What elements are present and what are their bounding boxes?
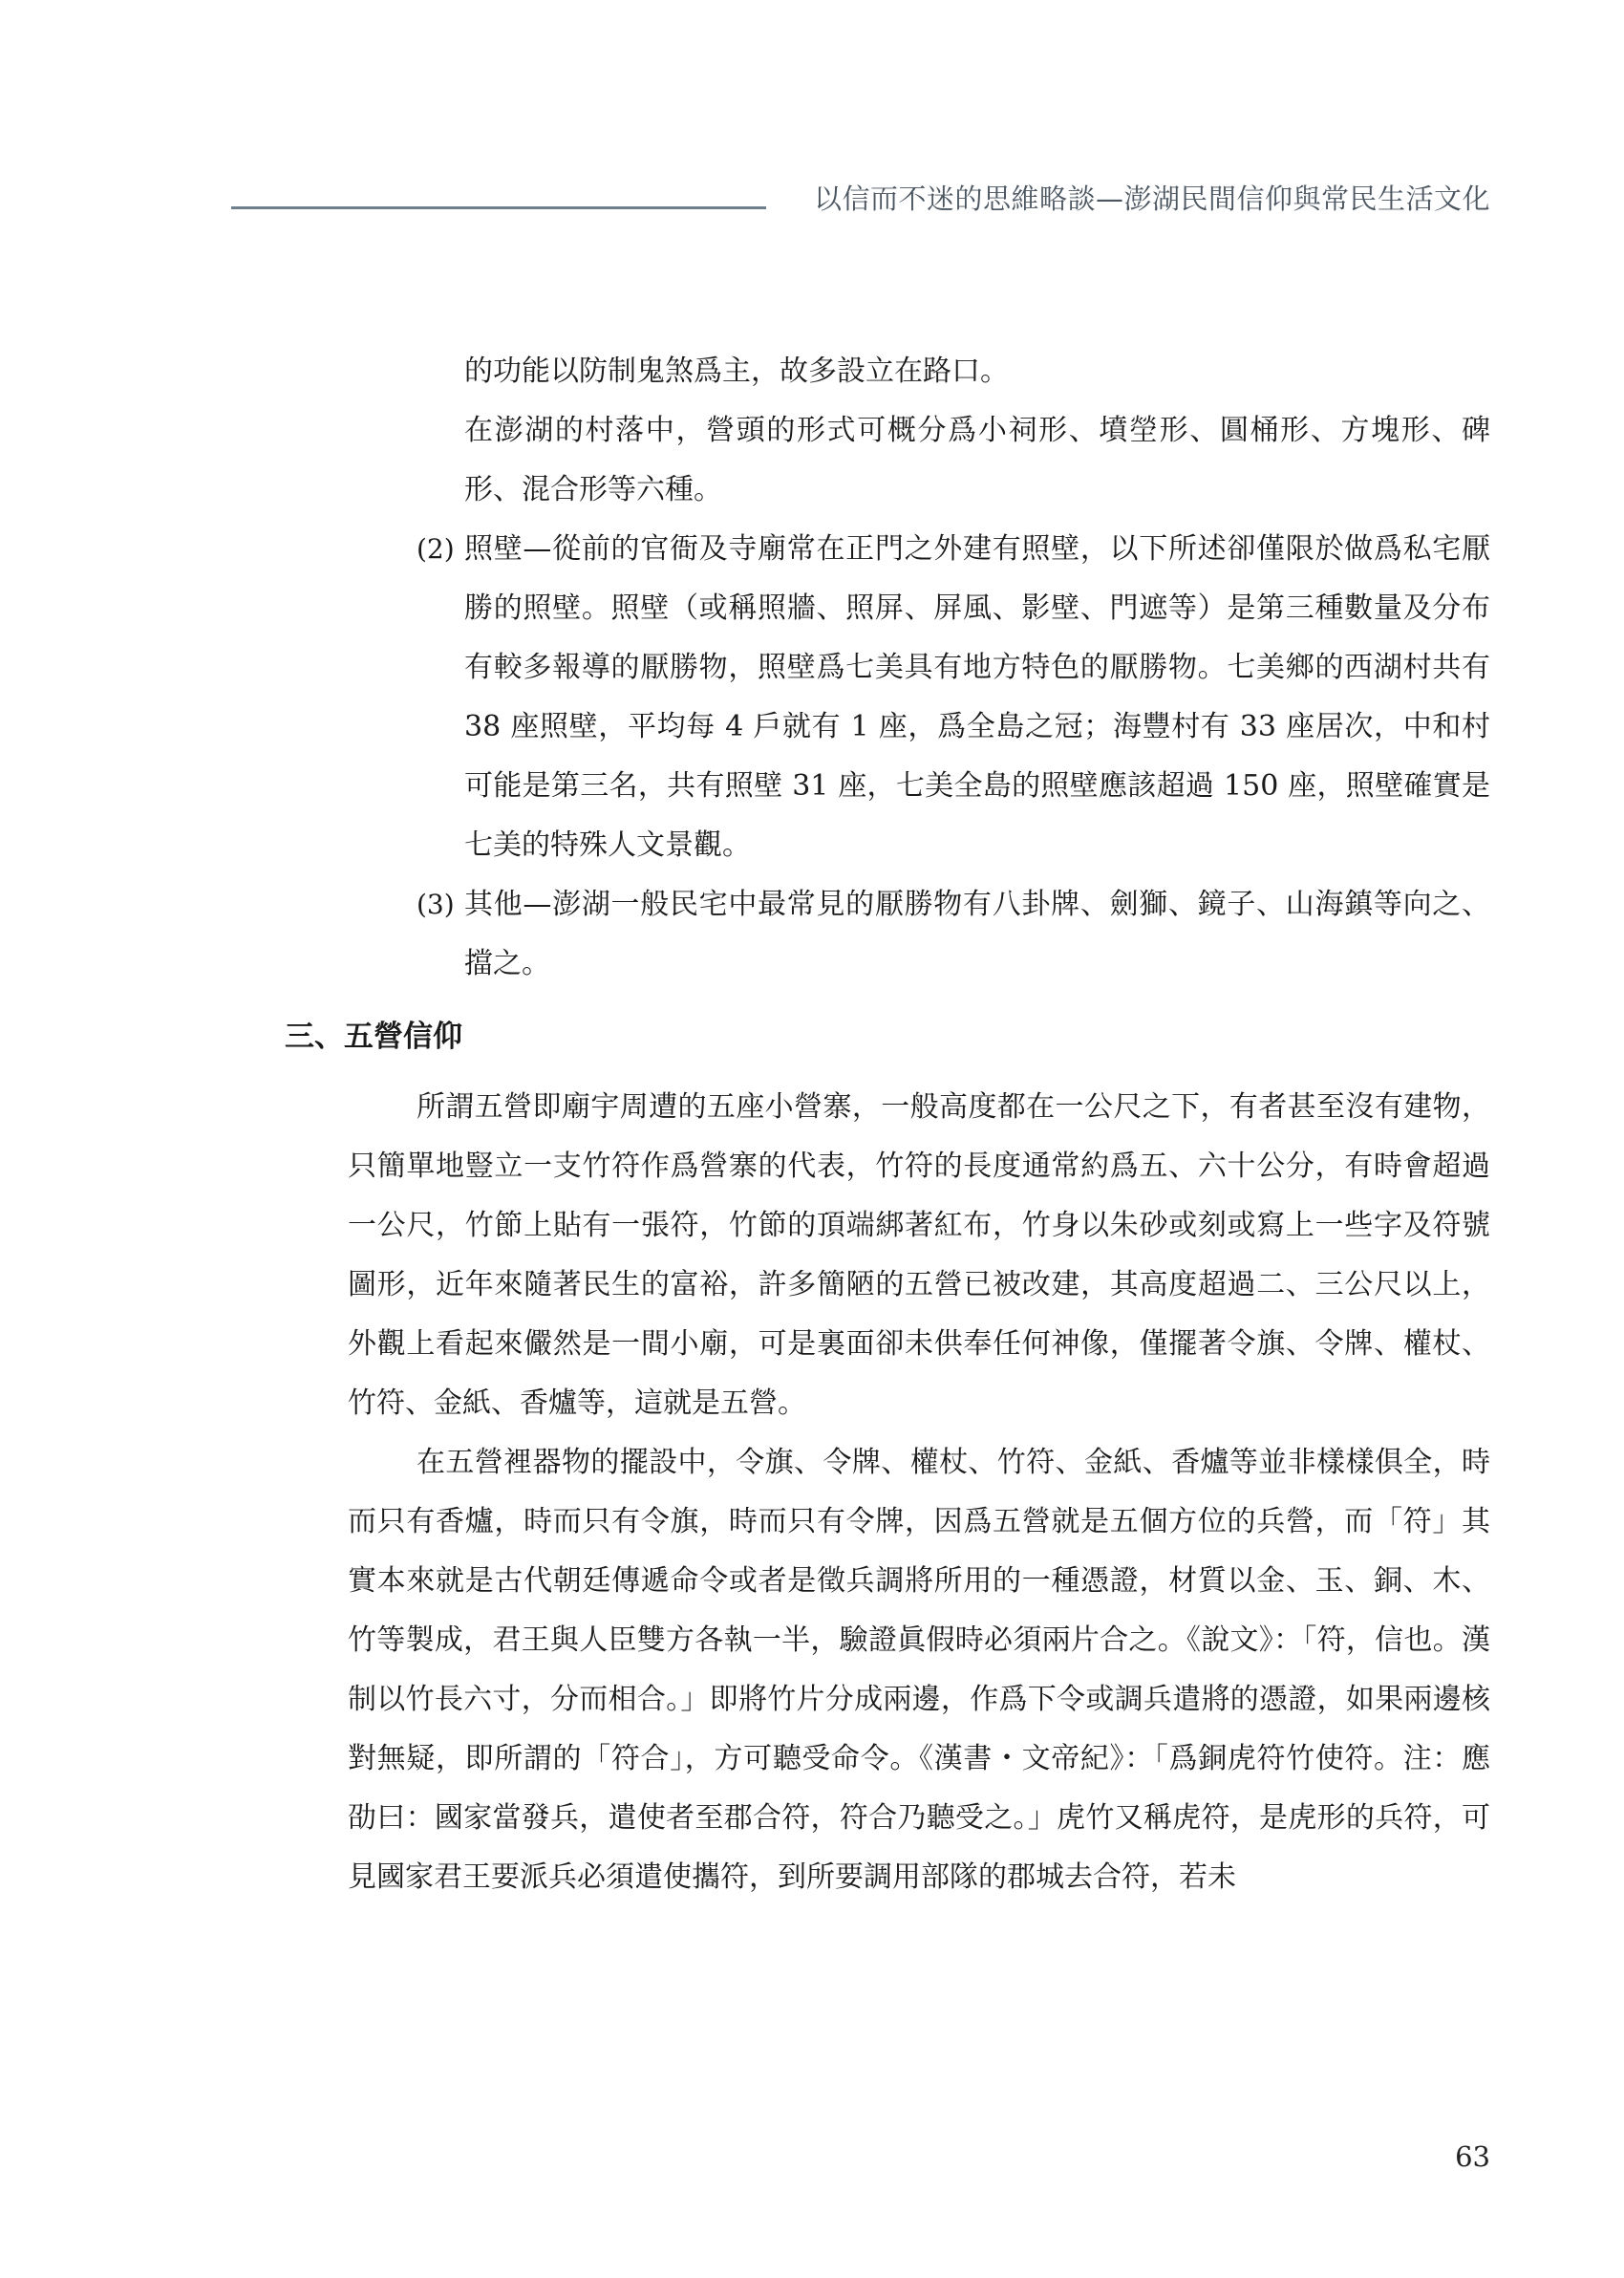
continued-paragraph-2-text: 在澎湖的村落中，營頭的形式可概分爲小祠形、墳塋形、圓桶形、方塊形、碑形、混合形等六種。: [464, 414, 1490, 506]
page-number: 63: [1455, 2140, 1490, 2173]
running-title: 以信而不迷的思維略談—澎湖民間信仰與常民生活文化: [813, 183, 1490, 215]
continued-paragraph: 的功能以防制鬼煞爲主，故多設立在路口。: [464, 355, 1009, 388]
body-paragraph-2: 在五營裡器物的擺設中，令旗、令牌、權杖、竹符、金紙、香爐等並非樣樣俱全，時而只有香爐，時而只有令旗，時而只有令牌，因爲五營就是五個方位的兵營，而「符」其實本來就是古代朝廷傳遞命令或者是徵兵調將所用的一種憑證，材質以金、玉、銅、木、竹等製成，君王與人臣雙方各執一半，驗證眞假時必須兩片合之。《說文》：「符，信也。漢制以竹長六寸，分而相合。」即將竹片分成兩邊，作爲下令或調兵遣將的憑證，如果兩邊核對無疑，即所謂的「符合」，方可聽受命令。《漢書・文帝紀》：「爲銅虎符竹使符。注：應劭曰：國家當發兵，遣使者至郡合符，符合乃聽受之。」虎竹又稱虎符，是虎形的兵符，可見國家君王要派兵必須遣使攜符，到所要調用部隊的郡城去合符，若未: [348, 1446, 1490, 1894]
list-item-text: 照壁—從前的官衙及寺廟常在正門之外建有照壁，以下所述卻僅限於做爲私宅厭勝的照壁。照壁（或稱照牆、照屏、屏風、影壁、門遮等）是第三種數量及分布有較多報導的厭勝物，照壁爲七美具有地方特色的厭勝物。七美鄉的西湖村共有 38 座照壁，平均每 4 戶就有 1 座，爲全島之冠；海豐村有 33 座居次，中和村可能是第三名，共有照壁 31 座，七美全島的照壁應該超過 150 座，照壁確實是七美的特殊人文景觀。: [464, 532, 1490, 862]
continued-paragraph-2: [348, 401, 1490, 520]
list-item-2: [348, 520, 1490, 875]
list-item-number: (3): [417, 889, 455, 920]
body-paragraph-1: 所謂五營即廟宇周遭的五座小營寨，一般高度都在一公尺之下，有者甚至沒有建物，只簡單地豎立一支竹符作爲營寨的代表，竹符的長度通常約爲五、六十公分，有時會超過一公尺，竹節上貼有一張符，竹節的頂端綁著紅布，竹身以朱砂或刻或寫上一些字及符號圖形，近年來隨著民生的富裕，許多簡陋的五營已被改建，其高度超過二、三公尺以上，外觀上看起來儼然是一間小廟，可是裏面卻未供奉任何神像，僅擺著令旗、令牌、權杖、竹符、金紙、香爐等，這就是五營。: [348, 1090, 1490, 1420]
list-item-text: 其他—澎湖一般民宅中最常見的厭勝物有八卦牌、劍獅、鏡子、山海鎮等向之、擋之。: [464, 888, 1490, 980]
page-body: [285, 342, 1490, 1907]
header-rule: [231, 206, 766, 209]
list-item-3: [348, 875, 1490, 994]
section-heading: 三、五營信仰: [285, 1020, 462, 1054]
list-item-number: (2): [417, 533, 455, 565]
